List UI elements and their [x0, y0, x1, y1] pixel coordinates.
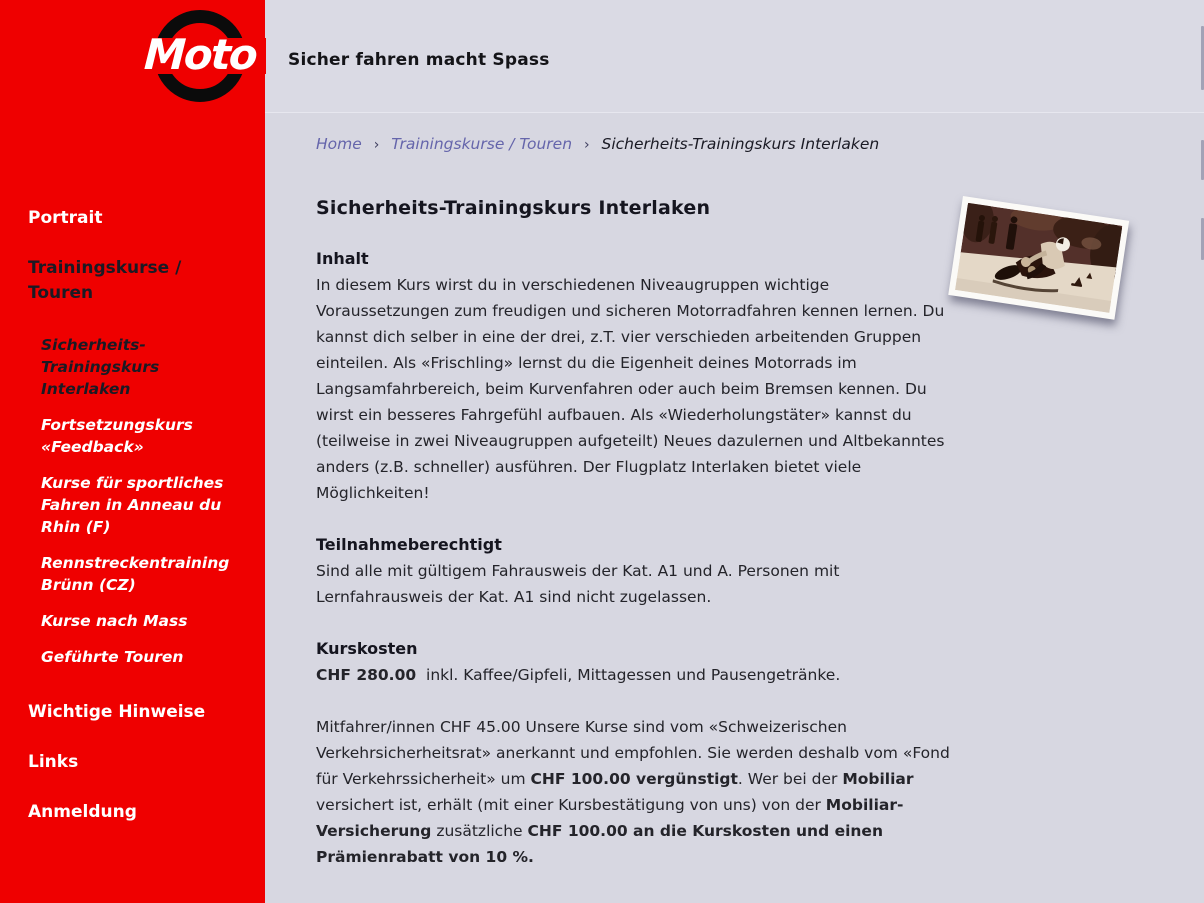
sidebar-item-wichtige-hinweise[interactable]: Wichtige Hinweise [28, 702, 206, 722]
main-content [316, 246, 964, 870]
breadcrumb-current-page: Sicherheits-Trainingskurs Interlaken [601, 135, 880, 153]
section-heading-teilnahmeberechtigt: Teilnahmeberechtigt [316, 535, 502, 554]
sidebar-item-trainingskurse-touren[interactable]: Trainingskurse / Touren [28, 258, 182, 303]
section-heading-inhalt: Inhalt [316, 249, 369, 268]
page-title: Sicherheits-Trainingskurs Interlaken [316, 197, 711, 219]
sidebar-item-anmeldung[interactable]: Anmeldung [28, 802, 137, 822]
sidebar-item-fortsetzungskurs-feedback[interactable]: Fortsetzungskurs «Feedback» [41, 416, 193, 456]
sidebar-item-kurse-sportliches-fahren[interactable]: Kurse für sportliches Fahren in Anneau du Rhin (F) [41, 474, 224, 536]
sidebar-nav [28, 206, 246, 825]
sidebar-item-rennstreckentraining-bruenn[interactable]: Rennstreckentraining Brünn (CZ) [41, 554, 230, 594]
section-heading-kurskosten: Kurskosten [316, 639, 418, 658]
moto-logo[interactable] [142, 8, 258, 106]
paragraph-teilnahmeberechtigt: Sind alle mit gültigem Fahrausweis der Kat. A1 und A. Personen mit Lernfahrausweis der Kat. A1 sind nicht zugelassen. [316, 562, 840, 606]
breadcrumb-home-link[interactable]: Home [316, 135, 362, 153]
paragraph-inhalt: In diesem Kurs wirst du in verschiedenen Niveaugruppen wichtige Voraussetzungen zum freudigen und sicheren Motorradfahren kennen lernen. Du kannst dich selber in eine der drei, z.T. vier verschieden arbeitenden Gruppen einteilen. Als «Frischling» lernst du die Eigenheit deines Motorrads im Langsamfahrbereich, beim Kurvenfahren oder auch beim Bremsen kennen. Du wirst ein besseres Fahrgefühl aufbauen. Als «Wiederholungstäter» kannst du (teilweise in zwei Niveaugruppen aufgeteilt) Neues dazulernen und Altbekanntes anders (z.B. schneller) ausführen. Der Flugplatz Interlaken bietet viele Möglichkeiten! [316, 276, 945, 502]
sidebar-item-links[interactable]: Links [28, 752, 79, 772]
sidebar-item-portrait[interactable]: Portrait [28, 208, 103, 228]
motorcycle-rider-photo [948, 196, 1129, 320]
breadcrumb-trainingskurse-link[interactable]: Trainingskurse / Touren [391, 135, 573, 153]
breadcrumb-separator-icon: › [373, 137, 380, 153]
breadcrumb [316, 135, 1156, 153]
sidebar [0, 0, 265, 903]
paragraph-rabatt: Mitfahrer/innen CHF 45.00 Unsere Kurse sind vom «Schweizerischen Verkehrsicherheitsrat» anerkannt und empfohlen. Sie werden deshalb vom «Fond für Verkehrssicherheit» um CHF 100.00 vergünstigt. Wer bei der Mobiliar versichert ist, erhält (mit einer Kursbestätigung von uns) von der Mobiliar-Versicherung zusätzliche CHF 100.00 an die Kurskosten und einen Prämienrabatt von 10 %. [316, 718, 950, 866]
sidebar-item-gefuehrte-touren[interactable]: Geführte Touren [41, 648, 184, 666]
site-tagline: Sicher fahren macht Spass [288, 50, 550, 70]
paragraph-kurskosten: CHF 280.00 inkl. Kaffee/Gipfeli, Mittagessen und Pausengetränke. [316, 666, 841, 684]
breadcrumb-separator-icon: › [583, 137, 590, 153]
motorcycle-rider-photo-image [955, 203, 1122, 313]
sidebar-item-kurse-nach-mass[interactable]: Kurse nach Mass [41, 612, 188, 630]
sidebar-item-sicherheits-trainingskurs-interlaken[interactable]: Sicherheits-Trainingskurs Interlaken [41, 336, 160, 398]
logo-text: Moto [142, 30, 258, 79]
